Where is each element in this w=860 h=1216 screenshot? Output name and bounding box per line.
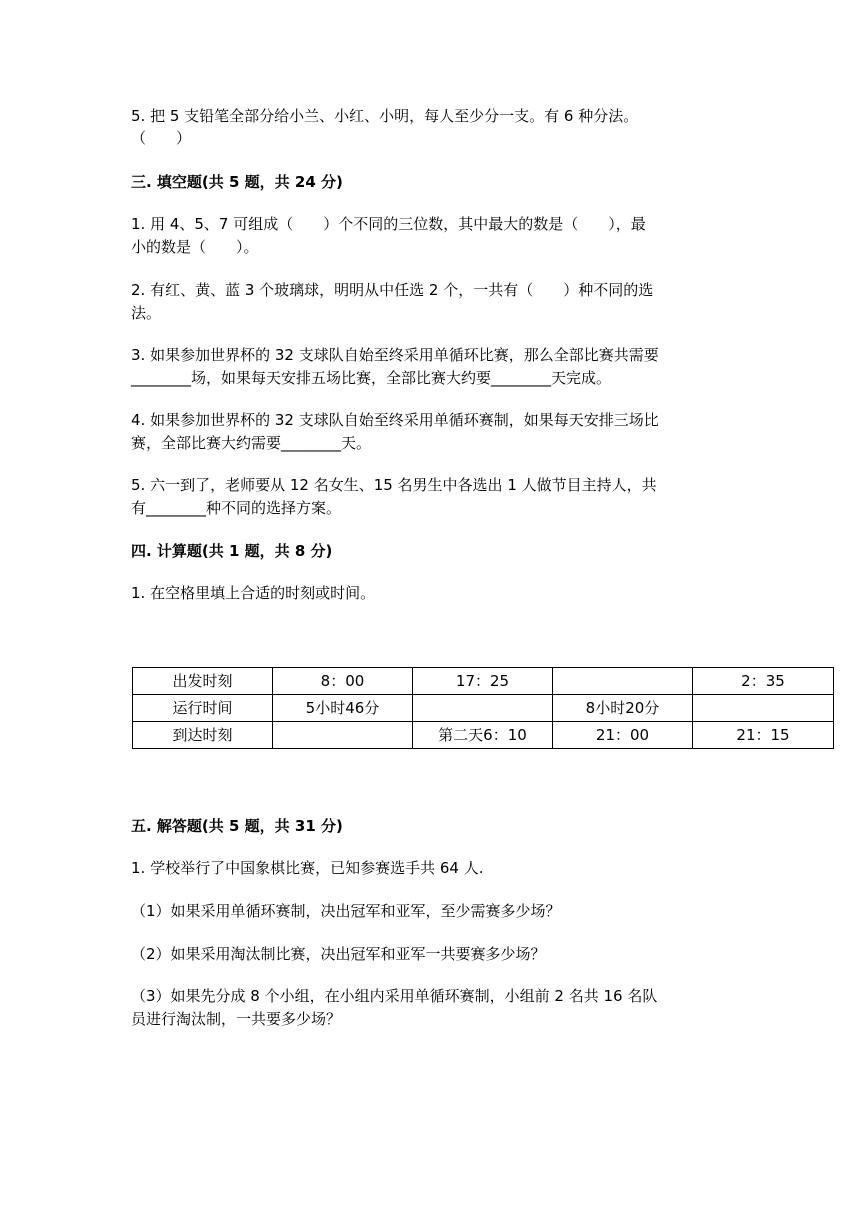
- answer-q1-part3-line2: 员进行淘汰制，一共要多少场？: [131, 1010, 342, 1028]
- table-cell: 2：35: [693, 668, 834, 695]
- table-cell: 运行时间: [133, 695, 273, 722]
- answer-q1-part2: （2）如果采用淘汰制比赛，决出冠军和亚军一共要赛多少场？: [131, 945, 546, 963]
- table-cell: 出发时刻: [133, 668, 273, 695]
- table-cell: 21：15: [693, 722, 834, 749]
- table-cell: 8小时20分: [553, 695, 693, 722]
- fill-q5-line2: 有________种不同的选择方案。: [131, 499, 342, 517]
- answer-bracket: （ ）: [131, 129, 192, 147]
- table-cell: 5小时46分: [273, 695, 413, 722]
- table-cell-blank[interactable]: [693, 695, 834, 722]
- fill-q1-line2: 小的数是（ ）。: [131, 238, 259, 256]
- fill-q3-line2: ________场，如果每天安排五场比赛，全部比赛大约要________天完成。: [131, 369, 612, 387]
- table-cell: 21：00: [553, 722, 693, 749]
- table-cell-blank[interactable]: [413, 695, 553, 722]
- table-row: [133, 695, 834, 722]
- table-row: [133, 722, 834, 749]
- table-cell: 第二天6：10: [413, 722, 553, 749]
- fill-q3-line1: 3. 如果参加世界杯的 32 支球队自始至终采用单循环比赛，那么全部比赛共需要: [131, 346, 659, 364]
- table-cell-blank[interactable]: [273, 722, 413, 749]
- answer-q1-part1: （1）如果采用单循环赛制，决出冠军和亚军，至少需赛多少场？: [131, 902, 561, 920]
- table-cell-blank[interactable]: [553, 668, 693, 695]
- section-3-heading: 三. 填空题(共 5 题，共 24 分): [131, 173, 343, 191]
- section-5-heading: 五. 解答题(共 5 题，共 31 分): [131, 817, 343, 835]
- fill-q2-line2: 法。: [131, 304, 162, 322]
- table-cell: 8：00: [273, 668, 413, 695]
- fill-q1-line1: 1. 用 4、5、7 可组成（ ）个不同的三位数，其中最大的数是（ ），最: [131, 215, 646, 233]
- table-cell: 17：25: [413, 668, 553, 695]
- answer-q1-part3-line1: （3）如果先分成 8 个小组，在小组内采用单循环赛制，小组前 2 名共 16 名队: [131, 987, 658, 1005]
- table-cell: 到达时刻: [133, 722, 273, 749]
- question-5-judgement: 5. 把 5 支铅笔全部分给小兰、小红、小明，每人至少分一支。有 6 种分法。: [131, 107, 639, 125]
- fill-q2-line1: 2. 有红、黄、蓝 3 个玻璃球，明明从中任选 2 个，一共有（ ）种不同的选: [131, 281, 654, 299]
- calc-q1: 1. 在空格里填上合适的时刻或时间。: [131, 584, 376, 602]
- fill-q4-line1: 4. 如果参加世界杯的 32 支球队自始至终采用单循环赛制，如果每天安排三场比: [131, 411, 659, 429]
- time-table: [132, 667, 834, 749]
- answer-q1: 1. 学校举行了中国象棋比赛，已知参赛选手共 64 人.: [131, 859, 484, 877]
- section-4-heading: 四. 计算题(共 1 题，共 8 分): [131, 542, 333, 560]
- fill-q4-line2: 赛，全部比赛大约需要________天。: [131, 434, 372, 452]
- fill-q5-line1: 5. 六一到了，老师要从 12 名女生、15 名男生中各选出 1 人做节目主持人，共: [131, 476, 657, 494]
- table-row: [133, 668, 834, 695]
